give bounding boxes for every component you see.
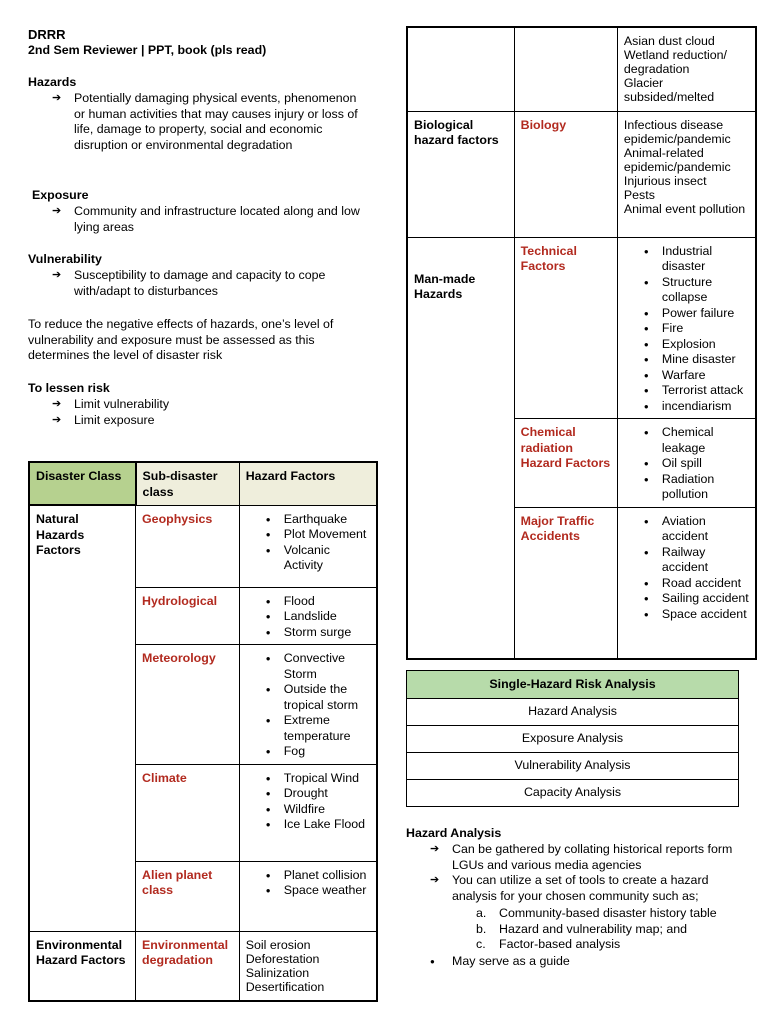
factor-item: Deforestation — [245, 951, 320, 966]
header-disaster-class: Disaster Class — [29, 462, 136, 505]
factor-item: Asian dust cloud — [623, 34, 715, 48]
factor-item: ● Space weather — [262, 883, 370, 899]
factor-item: Wetland reduction/ degradation — [623, 48, 727, 76]
tool-text: Community-based disaster history table — [499, 906, 717, 920]
factor-item: Soil erosion — [245, 937, 311, 952]
factor-item: Pests — [623, 187, 655, 202]
factor-item: ● Aviation accident — [640, 514, 749, 545]
factors-cell — [239, 645, 377, 765]
tool-item — [470, 937, 750, 953]
header-hazard-factors: Hazard Factors — [239, 462, 377, 505]
factor-item: ● Structure collapse — [640, 275, 749, 306]
hazard-analysis-list — [406, 842, 746, 904]
factor-item: ● Ice Lake Flood — [262, 817, 370, 833]
factor-list — [640, 425, 749, 503]
factor-item: ● Sailing accident — [640, 591, 749, 607]
factor-item: Glacier subsided/melted — [623, 76, 715, 104]
factor-item: ● Fire — [640, 321, 749, 337]
factors-cell — [239, 505, 377, 587]
factor-list — [262, 594, 370, 641]
tool-letter: b. — [476, 921, 487, 936]
factor-item: Desertification — [245, 979, 325, 994]
table-row — [407, 780, 739, 807]
factor-item: ● Chemical leakage — [640, 425, 749, 456]
empty-sub-cell — [514, 27, 617, 111]
factor-item: Injurious insect — [623, 173, 707, 188]
hazard-analysis-item: ➔ Can be gathered by collating historical reports form LGUs and various media agencies — [406, 842, 746, 873]
environmental-class-cell: Environmental Hazard Factors — [29, 931, 136, 1001]
natural-class-cell: Natural Hazards Factors — [29, 505, 136, 931]
lessen-item: ➔ Limit vulnerability — [28, 397, 358, 413]
factors-cell — [617, 507, 756, 659]
exposure-list — [28, 204, 368, 235]
empty-class-cell — [407, 27, 514, 111]
table-row — [407, 753, 739, 780]
table-row — [29, 505, 377, 587]
table-row — [407, 237, 756, 419]
table-row — [407, 726, 739, 753]
factor-item: ● Fog — [262, 744, 370, 760]
factor-list — [262, 651, 370, 760]
sub-class-cell: Alien planet class — [136, 861, 240, 931]
table-row — [407, 699, 739, 726]
factor-item: Animal-related epidemic/pandemic — [623, 145, 731, 174]
factor-item: ● Outside the tropical storm — [262, 682, 370, 713]
table-row — [407, 111, 756, 237]
reduce-paragraph: To reduce the negative effects of hazards, one’s level of vulnerability and exposure must be assessed as this determines the level of disaster risk — [28, 317, 334, 362]
factors-cell — [617, 111, 756, 237]
lessen-list — [28, 397, 358, 428]
manmade-class-cell: Man-made Hazards — [407, 237, 514, 659]
factor-item: ● Industrial disaster — [640, 244, 749, 275]
factors-cell — [617, 419, 756, 508]
sub-class-cell: Meteorology — [136, 645, 240, 765]
factors-cell — [239, 931, 377, 1001]
tool-text: Hazard and vulnerability map; and — [499, 921, 688, 936]
exposure-definition: ➔ Community and infrastructure located along and low lying areas — [28, 204, 368, 235]
tool-letter: a. — [476, 906, 487, 920]
sub-class-cell: Climate — [136, 764, 240, 861]
factor-list — [262, 771, 370, 833]
vulnerability-definition: ➔ Susceptibility to damage and capacity to cope with/adapt to disturbances — [28, 268, 368, 299]
single-hazard-title: Single-Hazard Risk Analysis — [407, 671, 739, 699]
factor-item: ● Flood — [262, 594, 370, 610]
guide-list — [406, 954, 746, 970]
analysis-cell: Hazard Analysis — [407, 699, 739, 726]
sub-class-cell: Environmental degradation — [136, 931, 240, 1001]
analysis-cell: Vulnerability Analysis — [407, 753, 739, 780]
factor-item: ● Radiation pollution — [640, 472, 749, 503]
sub-class-cell: Geophysics — [136, 505, 240, 587]
factor-item: ● Railway accident — [640, 545, 749, 576]
factor-list — [640, 244, 749, 415]
hazard-class-table-continued — [406, 26, 757, 660]
factor-item: Animal event pollution — [623, 201, 746, 216]
factor-item: ● Oil spill — [640, 456, 749, 472]
factor-item: ● Explosion — [640, 337, 749, 353]
guide-text: May serve as a guide — [452, 954, 570, 968]
doc-subtitle: 2nd Sem Reviewer | PPT, book (pls read) — [28, 43, 267, 57]
factors-cell — [239, 764, 377, 861]
sub-class-cell: Major Traffic Accidents — [514, 507, 617, 659]
factor-item: ● Power failure — [640, 306, 749, 322]
factor-item: ● Storm surge — [262, 625, 370, 641]
tool-item — [470, 906, 750, 922]
tool-text: Factor-based analysis — [499, 937, 621, 951]
factor-list — [262, 512, 370, 574]
factor-item: ● Road accident — [640, 576, 749, 592]
sub-class-cell: Chemical radiation Hazard Factors — [514, 419, 617, 508]
single-hazard-table — [406, 670, 739, 807]
factor-item: ● Convective Storm — [262, 651, 370, 682]
factor-item: ● Planet collision — [262, 868, 370, 884]
hazard-analysis-title: Hazard Analysis — [406, 826, 502, 840]
factor-item: ● Wildfire — [262, 802, 370, 818]
factor-item: ● Extreme temperature — [262, 713, 370, 744]
exposure-term: Exposure — [32, 188, 89, 202]
factor-item: ● Plot Movement — [262, 527, 370, 543]
factor-item: ● Drought — [262, 786, 370, 802]
lessen-title: To lessen risk — [28, 381, 110, 395]
factor-item: ● Landslide — [262, 609, 370, 625]
factor-item: ● Mine disaster — [640, 352, 749, 368]
vulnerability-list — [28, 268, 368, 299]
vulnerability-term: Vulnerability — [28, 252, 102, 266]
factors-cell — [617, 237, 756, 419]
factor-item: ● Earthquake — [262, 512, 370, 528]
tool-letter: c. — [476, 937, 486, 951]
factor-item: ● Volcanic Activity — [262, 543, 370, 574]
single-hazard-title-row — [407, 671, 739, 699]
analysis-cell: Capacity Analysis — [407, 780, 739, 807]
hazard-class-table — [28, 461, 378, 1002]
tools-list — [470, 906, 750, 953]
factors-cell — [239, 861, 377, 931]
table-row — [407, 27, 756, 111]
factors-cell — [239, 587, 377, 645]
factor-list — [640, 514, 749, 623]
factor-item: ● Tropical Wind — [262, 771, 370, 787]
factor-item: Infectious disease epidemic/pandemic — [623, 117, 731, 146]
factor-item: Salinization — [245, 965, 310, 980]
biological-class-cell: Biological hazard factors — [407, 111, 514, 237]
hazards-definition: ➔ Potentially damaging physical events, phenomenon or human activities that may causes injury or loss of life, damage to property, social and economic disruption or environmental degradation — [28, 91, 368, 153]
factor-list — [262, 868, 370, 899]
hazards-list — [28, 91, 368, 153]
analysis-cell: Exposure Analysis — [407, 726, 739, 753]
factor-item: ● Terrorist attack — [640, 383, 749, 399]
factor-item: ● Space accident — [640, 607, 749, 623]
header-sub-class: Sub-disaster class — [136, 462, 240, 505]
sub-class-cell: Technical Factors — [514, 237, 617, 419]
doc-title: DRRR — [28, 27, 66, 42]
sub-class-cell: Hydrological — [136, 587, 240, 645]
tool-item — [470, 922, 750, 938]
table-row — [29, 931, 377, 1001]
hazard-analysis-item: ➔ You can utilize a set of tools to create a hazard analysis for your chosen community such as; — [406, 873, 746, 904]
hazards-term: Hazards — [28, 75, 77, 89]
bullet-icon: ● — [430, 957, 435, 966]
guide-item — [406, 954, 746, 970]
lessen-item: ➔ Limit exposure — [28, 413, 358, 429]
table-header-row — [29, 462, 377, 505]
sub-class-cell: Biology — [514, 111, 617, 237]
factor-item: ● incendiarism — [640, 399, 749, 415]
factor-item: ● Warfare — [640, 368, 749, 384]
factors-cell — [617, 27, 756, 111]
